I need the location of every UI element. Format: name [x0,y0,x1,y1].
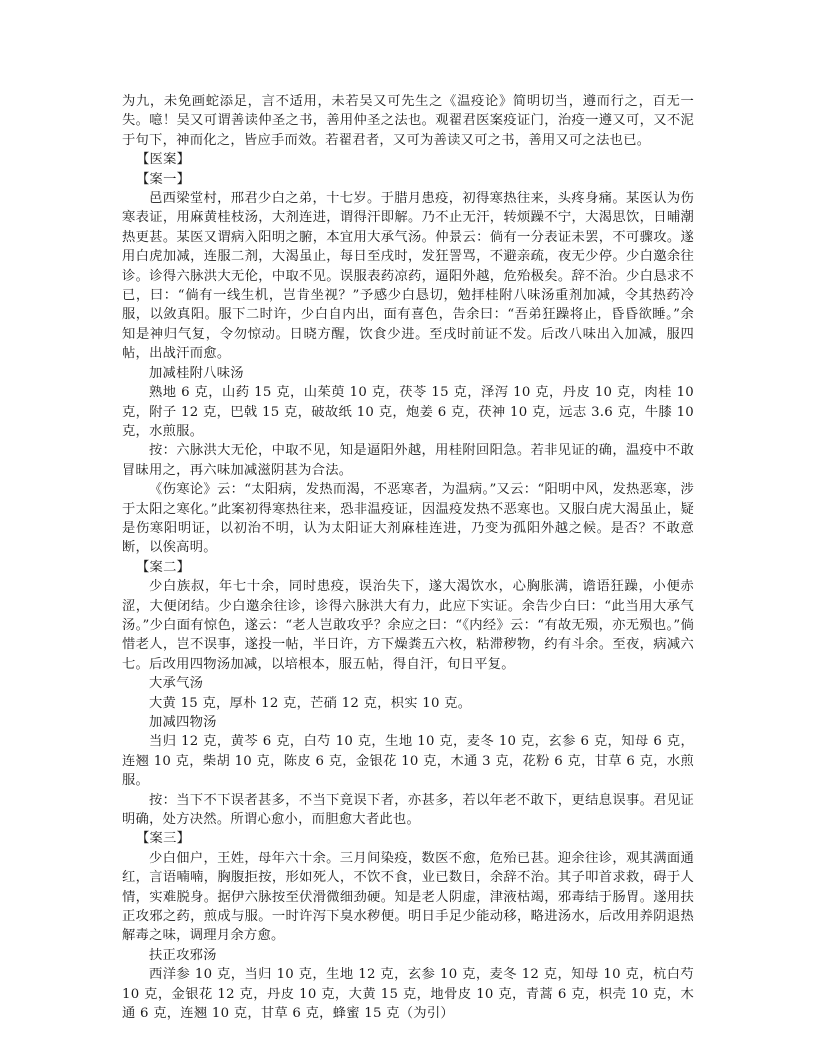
prescription-ingredients: 西洋参 10 克，当归 10 克，生地 12 克，玄参 10 克，麦冬 12 克，知母 10 克，杭白芍 10 克，金银花 12 克，丹皮 10 克，大黄 15 克，地骨皮 10 克，青蒿 6 克，枳壳 10 克，木通 6 克，连翘 10 克，甘草 6 克，蜂蜜 15 克（为引） [122,967,694,1022]
commentary: 按：六脉洪大无伦，中取不见，知是逼阳外越，用桂附回阳急。若非见证的确，温疫中不敢冒昧用之，再六味加减滋阴甚为合法。 [122,443,694,478]
prescription-ingredients: 熟地 6 克，山药 15 克，山茱萸 10 克，茯苓 15 克，泽泻 10 克，丹皮 10 克，肉桂 10 克，附子 12 克，巴戟 15 克，破故纸 10 克，炮姜 6 克，茯神 10 克，远志 3.6 克，牛膝 10 克，水煎服。 [122,385,694,439]
prescription-title: 加减四物汤 [149,715,217,730]
prescription-title: 大承气汤 [149,676,204,692]
prescription-ingredients: 当归 12 克，黄芩 6 克，白芍 10 克，生地 10 克，麦冬 10 克，玄参 6 克，知母 6 克，连翘 10 克，柴胡 10 克，陈皮 6 克，金银花 10 克，木通 3 克，花粉 6 克，甘草 6 克，水煎服。 [122,734,694,789]
case-heading: 【案三】 [136,831,191,847]
commentary: 按：当下不下误者甚多，不当下竟误下者，亦甚多，若以年老不敢下，更结息误事。君见证明确，处方决然。所谓心愈小，而胆愈大者此也。 [122,792,694,828]
paragraph: 少白族叔，年七十余，同时患疫，误治失下，遂大渴饮水，心胸胀满，谵语狂躁，小便赤涩，大便闭结。少白邀余往诊，诊得六脉洪大有力，此应下实证。余告少白曰：“此当用大承气汤。”少白面有惊色，遂云：“老人岂敢攻乎？余应之曰：“《内经》云：“有故无殒，亦无殒也。”倘惜老人，岂不误事，遂投一帖，半日许，方下燥粪五六枚，粘滞秽物，约有斗余。至夜，病减六七。后改用四物汤加减，以培根本，服五帖，得自汗，旬日平复。 [122,579,694,672]
case-heading: 【案一】 [136,171,191,187]
prescription-title: 扶正攻邪汤 [149,947,217,963]
paragraph: 《伤寒论》云：“太阳病，发热而渴，不恶寒者，为温病。”又云：“阳明中风，发热恶寒，涉于太阳之寒化。”此案初得寒热往来，恐非温疫证，因温疫发热不恶寒也。又服白虎大渴虽止，疑是伤寒阳明证，以初治不明，认为太阳证大剂麻桂连进，乃变为孤阳外越之候。是否？不敢意断，以俟高明。 [122,482,694,556]
prescription-title: 加减桂附八味汤 [149,365,244,381]
paragraph: 少白佃户，王姓，母年六十余。三月间染疫，数医不愈，危殆已甚。迎余往诊，观其满面通红，言语喃喃，胸腹拒按，形如死人，不饮不食，业已数日，余辞不治。其子叩首求救，碍于人情，实难脱身。据伊六脉按至伏滑微细劲硬。知是老人阴虚，津液枯竭，邪毒结于肠胃。遂用扶正攻邪之药，煎成与服。一时许泻下臭水秽便。明日手足少能动移，略进汤水，后改用养阴退热解毒之味，调理月余方愈。 [122,850,694,944]
case-heading: 【案二】 [136,559,191,575]
paragraph: 邑西梁堂村，邢君少白之弟，十七岁。于腊月患疫，初得寒热往来，头疼身痛。某医认为伤寒表证，用麻黄桂枝汤，大剂连进，谓得汗即解。乃不止无汗，转烦躁不宁，大渴思饮，日晡潮热更甚。某医又谓病入阳明之腑，本宜用大承气汤。仲景云：倘有一分表证未罢，不可骤攻。遂用白虎加减，连服二剂，大渴虽止，每日至戌时，发狂詈骂，不避亲疏，夜无少停。少白邀余往诊。诊得六脉洪大无伦，中取不见。误服表药凉药，逼阳外越，危殆极矣。辞不治。少白恳求不已，曰：“倘有一线生机，岂肯坐视？”予感少白恳切，勉拝桂附八味汤重剂加减，令其热药冷服，以敛真阳。服下二时许，少白自内出，面有喜色，告余曰：“吾弟狂躁将止，昏昏欲睡。”余知是神归气复，令勿惊动。日晓方醒，饮食少进。至戌时前证不发。后改八味出入加减，服四帖，出战汗而愈。 [122,191,694,362]
prescription-ingredients: 大黄 15 克，厚朴 12 克，芒硝 12 克，枳实 10 克。 [149,695,472,711]
paragraph: 为九，未免画蛇添足，言不适用，未若吴又可先生之《温疫论》简明切当，遵而行之，百无一失。噫！吴又可谓善读仲圣之书，善用仲圣之法也。观翟君医案疫证门，治疫一遵又可，又不泥于句下，神而化之，皆应手而效。若翟君者，又可为善读又可之书，善用又可之法也已。 [122,94,694,148]
section-heading: 【医案】 [136,152,191,168]
